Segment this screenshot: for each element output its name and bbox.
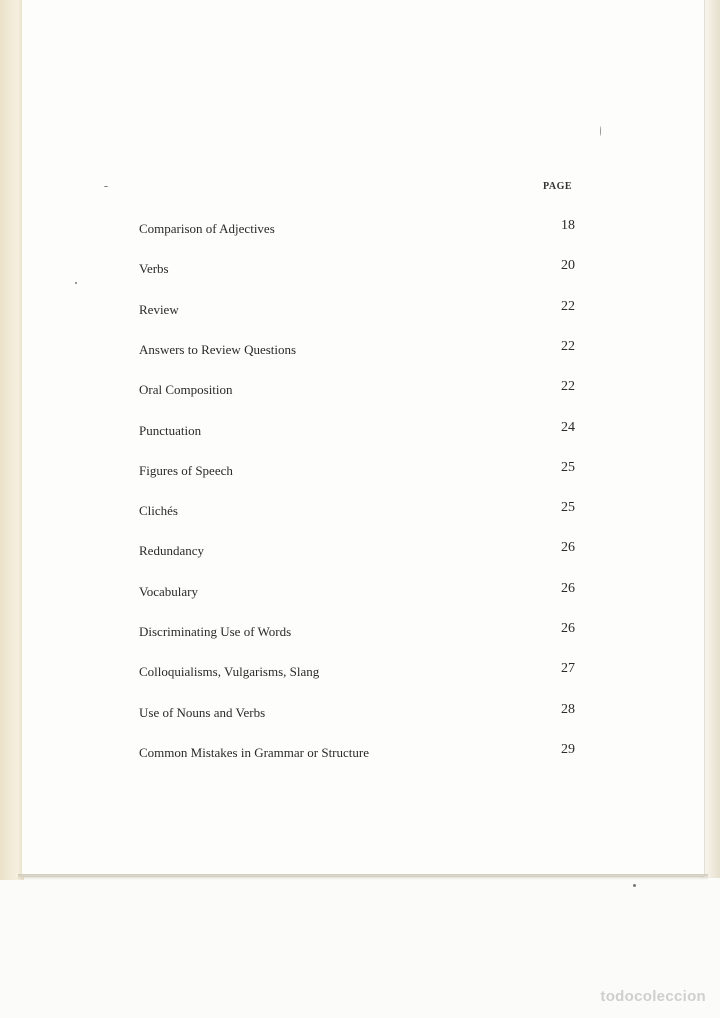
toc-entry-page-number: 27: [561, 661, 575, 677]
scan-speck: [633, 884, 636, 887]
toc-entry: [139, 581, 575, 601]
toc-entry: [139, 702, 575, 722]
toc-entry: [139, 621, 575, 641]
toc-entry: [139, 460, 575, 480]
toc-entry: [139, 339, 575, 359]
page-column-header: PAGE: [543, 181, 573, 192]
toc-entry-page-number: 22: [561, 338, 575, 354]
toc-entry-title: Verbs: [139, 261, 169, 277]
toc-entry: [139, 500, 575, 520]
toc-entry-page-number: 26: [561, 540, 575, 556]
toc-entry-page-number: 28: [561, 701, 575, 717]
toc-entry-page-number: 18: [561, 218, 575, 233]
toc-entry: [139, 420, 575, 440]
toc-entry-title: Use of Nouns and Verbs: [139, 704, 266, 720]
toc-entry-page-number: 26: [561, 621, 575, 636]
toc-entry-page-number: 29: [561, 741, 575, 757]
toc-entry-title: Figures of Speech: [139, 462, 233, 478]
toc-entry-title: Oral Composition: [139, 382, 233, 398]
watermark-logo: todocoleccion: [600, 988, 706, 1005]
toc-entry-title: Answers to Review Questions: [139, 341, 297, 357]
toc-entry-page-number: 25: [561, 459, 575, 475]
scan-speck: [600, 126, 601, 136]
toc-entry-title: Redundancy: [139, 543, 204, 559]
toc-entry-page-number: 20: [561, 258, 575, 274]
toc-entry-title: Colloquialisms, Vulgarisms, Slang: [139, 664, 320, 680]
toc-entry: [139, 299, 575, 319]
scan-speck: [104, 186, 108, 187]
toc-entry-title: Comparison of Adjectives: [139, 221, 275, 236]
toc-entry-page-number: 26: [561, 580, 575, 596]
toc-entry: [139, 379, 575, 399]
toc-entry-page-number: 22: [561, 298, 575, 314]
toc-entry-title: Vocabulary: [139, 583, 198, 599]
toc-entry-title: Common Mistakes in Grammar or Structure: [139, 744, 369, 760]
scan-speck: [75, 282, 77, 284]
toc-entry-page-number: 24: [561, 419, 575, 435]
toc-entry: [139, 258, 575, 278]
toc-entry-title: Review: [139, 301, 179, 317]
toc-entry: [139, 218, 575, 238]
toc-entry: [139, 742, 575, 762]
toc-entry: [139, 540, 575, 560]
toc-entry-title: Discriminating Use of Words: [139, 624, 292, 639]
toc-entry: [139, 661, 575, 681]
toc-entry-title: Punctuation: [139, 422, 202, 438]
toc-entry-page-number: 22: [561, 379, 575, 395]
page-bottom-shadow: [18, 874, 708, 880]
toc-entry-title: Clichés: [139, 503, 178, 519]
toc-entry-page-number: 25: [561, 500, 575, 516]
